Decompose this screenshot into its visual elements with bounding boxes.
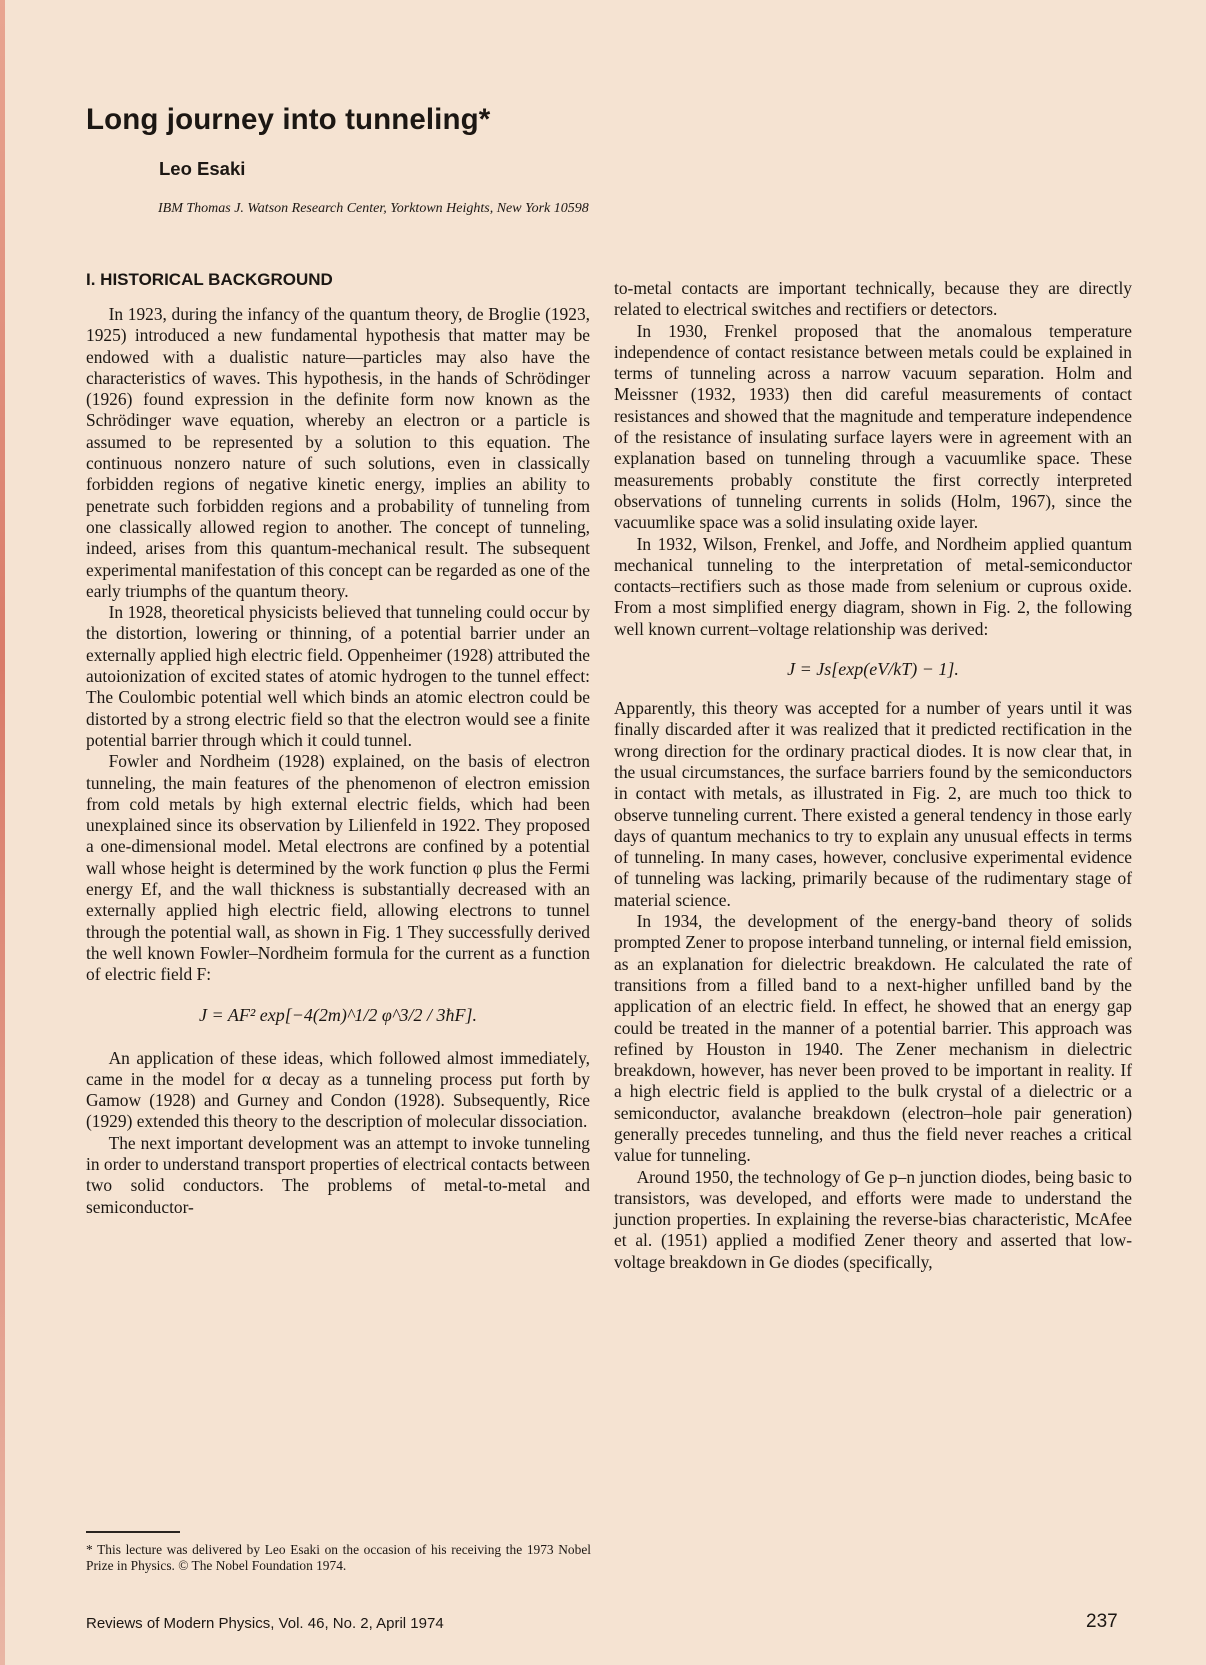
fowler-nordheim-equation: J = AF² exp[−4(2m)^1/2 φ^3/2 / 3ħF].: [199, 1004, 477, 1025]
author-name: Leo Esaki: [159, 158, 246, 179]
footnote: * This lecture was delivered by Leo Esaki on the occasion of his receiving the 1973 Nobel Prize in Physics. © The Nobel Foundation 1974.: [86, 1542, 591, 1573]
paragraph: to-metal contacts are important technically, because they are directly related to electrical switches and rectifiers or detectors.: [614, 278, 1132, 320]
article-title: Long journey into tunneling*: [86, 103, 491, 136]
paragraph: In 1934, the development of the energy-band theory of solids prompted Zener to propose interband tunneling, or internal field emission, as an explanation for dielectric breakdown. He calculated the rate of transitions from a filled band to a next-higher unfilled band by the application of an electric field. In effect, he showed that an energy gap could be treated in the manner of a potential barrier. This approach was refined by Houston in 1940. The Zener mechanism in dielectric breakdown, however, has never been proved to be important in reality. If a high electric field is applied to the bulk crystal of a dielectric or a semiconductor, avalanche breakdown (electron–hole pair generation) generally precedes tunneling, and thus the field never reaches a critical value for tunneling.: [614, 911, 1132, 1166]
page-edge: [0, 0, 5, 1665]
paragraph: Around 1950, the technology of Ge p–n junction diodes, being basic to transistors, was developed, and efforts were made to understand the junction properties. In explaining the reverse-bias characteristic, McAfee et al. (1951) applied a modified Zener theory and asserted that low-voltage breakdown in Ge diodes (specifically,: [614, 1166, 1132, 1272]
author-affiliation: IBM Thomas J. Watson Research Center, Yorktown Heights, New York 10598: [158, 201, 589, 216]
section-heading: I. HISTORICAL BACKGROUND: [86, 270, 333, 289]
left-column: [86, 270, 590, 1218]
paragraph: The next important development was an attempt to invoke tunneling in order to understand transport properties of electrical contacts between two solid conductors. The problems of metal-to-metal and semiconductor-: [86, 1132, 590, 1217]
page-number: 237: [1086, 1611, 1118, 1632]
paragraph: In 1930, Frenkel proposed that the anomalous temperature independence of contact resistance between metals could be explained in terms of tunneling across a narrow vacuum separation. Holm and Meissner (1932, 1933) then did careful measurements of contact resistances and showed that the magnitude and temperature independence of the resistance of insulating surface layers were in agreement with an explanation based on tunneling through a vacuumlike space. These measurements probably constitute the first correctly interpreted observations of tunneling currents in solids (Holm, 1967), since the vacuumlike space was a solid insulating oxide layer.: [614, 320, 1132, 533]
paragraph: In 1932, Wilson, Frenkel, and Joffe, and Nordheim applied quantum mechanical tunneling to the interpretation of metal-semiconductor contacts–rectifiers such as those made from selenium or cuprous oxide. From a most simplified energy diagram, shown in Fig. 2, the following well known current–voltage relationship was derived:: [614, 533, 1132, 639]
journal-citation: Reviews of Modern Physics, Vol. 46, No. 2, April 1974: [86, 1615, 444, 1632]
paragraph: Fowler and Nordheim (1928) explained, on the basis of electron tunneling, the main features of the phenomenon of electron emission from cold metals by high external electric fields, which had been unexplained since its observation by Lilienfeld in 1922. They proposed a one-dimensional model. Metal electrons are confined by a potential wall whose height is determined by the work function φ plus the Fermi energy Ef, and the wall thickness is substantially decreased with an externally applied high electric field, allowing electrons to tunnel through the potential wall, as shown in Fig. 1 They successfully derived the well known Fowler–Nordheim formula for the current as a function of electric field F:: [86, 751, 590, 985]
paragraph: An application of these ideas, which followed almost immediately, came in the model for α decay as a tunneling process put forth by Gamow (1928) and Gurney and Condon (1928). Subsequently, Rice (1929) extended this theory to the description of molecular dissociation.: [86, 1047, 590, 1132]
paragraph: In 1928, theoretical physicists believed that tunneling could occur by the distortion, lowering or thinning, of a potential barrier under an externally applied high electric field. Oppenheimer (1928) attributed the autoionization of excited states of atomic hydrogen to the tunnel effect: The Coulombic potential well which binds an atomic electron could be distorted by a strong electric field so that the electron would see a finite potential barrier through which it could tunnel.: [86, 602, 590, 750]
paragraph: Apparently, this theory was accepted for a number of years until it was finally discarded after it was realized that it predicted rectification in the wrong direction for the ordinary practical diodes. It is now clear that, in the usual circumstances, the surface barriers found by the semiconductors in contact with metals, as illustrated in Fig. 2, are much too thick to observe tunneling current. There existed a general tendency in those early days of quantum mechanics to try to explain any unusual effects in terms of tunneling. In many cases, however, conclusive experimental evidence of tunneling was lacking, primarily because of the rudimentary stage of material science.: [614, 698, 1132, 910]
paragraph: In 1923, during the infancy of the quantum theory, de Broglie (1923, 1925) introduced a new fundamental hypothesis that matter may be endowed with a dualistic nature—particles may also have the characteristics of waves. This hypothesis, in the hands of Schrödinger (1926) found expression in the definite form now known as the Schrödinger wave equation, whereby an electron or a particle is assumed to be represented by a solution to this equation. The continuous nonzero nature of such solutions, even in classically forbidden regions of negative kinetic energy, implies an ability to penetrate such forbidden regions and a probability of tunneling from one classically allowed region to another. The concept of tunneling, indeed, arises from this quantum-mechanical result. The subsequent experimental manifestation of this concept can be regarded as one of the early triumphs of the quantum theory.: [86, 304, 590, 601]
rectifier-equation: J = Js[exp(eV/kT) − 1].: [787, 659, 959, 680]
right-column: [614, 278, 1132, 1273]
footnote-rule: [86, 1531, 180, 1533]
